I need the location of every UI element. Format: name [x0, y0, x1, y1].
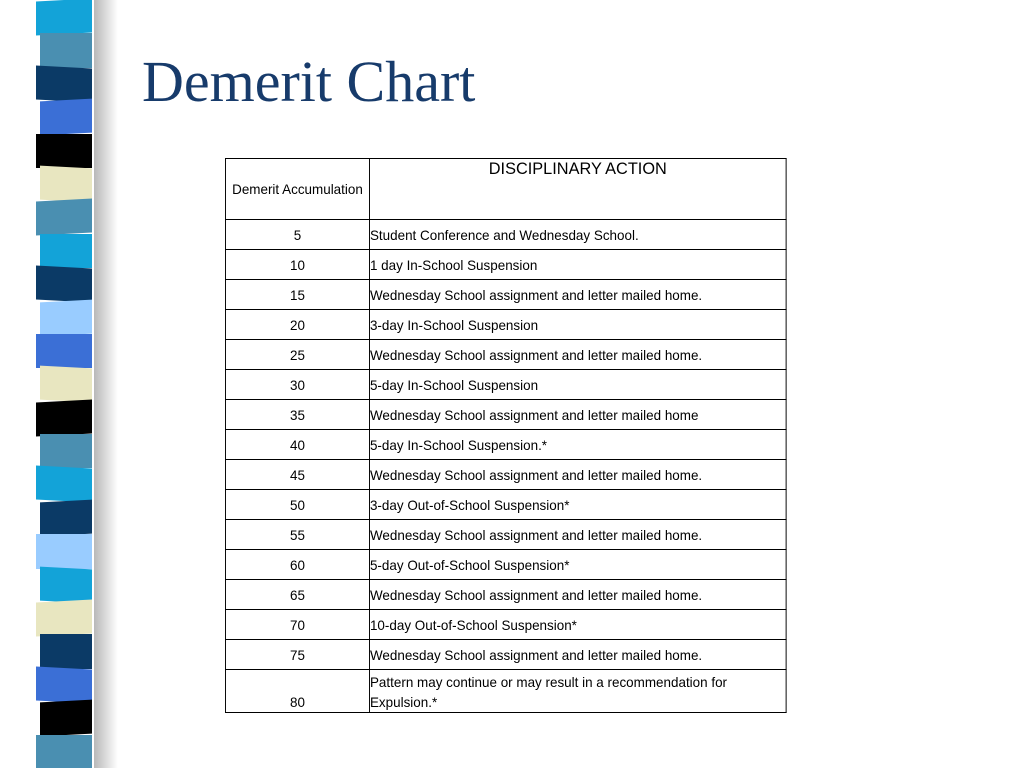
decorative-stripe	[0, 0, 120, 768]
disciplinary-action-cell: Pattern may continue or may result in a recommendation for Expulsion.*	[369, 670, 786, 713]
stripe-segment	[36, 199, 92, 236]
disciplinary-action-cell: Wednesday School assignment and letter mailed home	[369, 400, 786, 430]
stripe-segment	[40, 166, 92, 203]
disciplinary-action-cell: Wednesday School assignment and letter mailed home.	[369, 280, 786, 310]
table-row	[225, 400, 786, 430]
table-row	[225, 310, 786, 340]
demerit-points-cell: 15	[225, 280, 369, 310]
table-row	[225, 550, 786, 580]
stripe-segment	[40, 33, 92, 67]
disciplinary-action-cell: Student Conference and Wednesday School.	[369, 220, 786, 250]
disciplinary-action-cell: Wednesday School assignment and letter mailed home.	[369, 580, 786, 610]
stripe-segment	[36, 334, 92, 368]
table-row	[225, 250, 786, 280]
demerit-table	[225, 158, 787, 713]
stripe-segment	[40, 99, 92, 136]
disciplinary-action-cell: Wednesday School assignment and letter mailed home.	[369, 640, 786, 670]
stripe-segment	[36, 266, 92, 303]
table-row	[225, 220, 786, 250]
slide-title: Demerit Chart	[142, 49, 476, 114]
demerit-points-cell: 20	[225, 310, 369, 340]
table-row	[225, 640, 786, 670]
table-row	[225, 460, 786, 490]
demerit-points-cell: 25	[225, 340, 369, 370]
disciplinary-action-cell: 3-day Out-of-School Suspension*	[369, 490, 786, 520]
table-row	[225, 610, 786, 640]
stripe-segment	[36, 134, 92, 168]
table-body	[225, 220, 786, 713]
demerit-points-cell: 10	[225, 250, 369, 280]
stripe-segment	[36, 735, 92, 768]
stripe-segment	[36, 600, 92, 637]
disciplinary-action-cell: 3-day In-School Suspension	[369, 310, 786, 340]
table-row	[225, 670, 786, 713]
stripe-segment	[40, 499, 92, 536]
disciplinary-action-cell: Wednesday School assignment and letter mailed home.	[369, 340, 786, 370]
disciplinary-action-cell: Wednesday School assignment and letter mailed home.	[369, 460, 786, 490]
demerit-points-cell: 65	[225, 580, 369, 610]
table-row	[225, 340, 786, 370]
table-row	[225, 280, 786, 310]
stripe-segment	[36, 399, 92, 436]
demerit-points-cell: 45	[225, 460, 369, 490]
table-row	[225, 580, 786, 610]
disciplinary-action-cell: 10-day Out-of-School Suspension*	[369, 610, 786, 640]
disciplinary-action-cell: 5-day Out-of-School Suspension*	[369, 550, 786, 580]
stripe-segment	[40, 566, 92, 603]
demerit-points-cell: 70	[225, 610, 369, 640]
stripe-segment	[36, 65, 92, 102]
disciplinary-action-cell: 5-day In-School Suspension	[369, 370, 786, 400]
demerit-points-cell: 35	[225, 400, 369, 430]
disciplinary-action-cell: 1 day In-School Suspension	[369, 250, 786, 280]
demerit-points-cell: 80	[225, 670, 369, 713]
disciplinary-action-cell: 5-day In-School Suspension.*	[369, 430, 786, 460]
demerit-points-cell: 40	[225, 430, 369, 460]
stripe-segment	[40, 366, 92, 403]
stripe-segment	[40, 634, 92, 668]
table-row	[225, 520, 786, 550]
demerit-points-cell: 55	[225, 520, 369, 550]
table-row	[225, 430, 786, 460]
stripe-segment	[36, 466, 92, 503]
stripe-segment	[36, 0, 92, 36]
table-row	[225, 370, 786, 400]
table-header-row	[225, 159, 786, 220]
stripe-segment	[36, 534, 92, 568]
demerit-points-cell: 5	[225, 220, 369, 250]
stripe-segment	[40, 700, 92, 737]
stripe-segment	[40, 234, 92, 268]
demerit-points-cell: 75	[225, 640, 369, 670]
table-row	[225, 490, 786, 520]
demerit-points-cell: 30	[225, 370, 369, 400]
header-demerit-accumulation: Demerit Accumulation	[225, 159, 369, 220]
disciplinary-action-cell: Wednesday School assignment and letter mailed home.	[369, 520, 786, 550]
stripe-segment	[36, 666, 92, 703]
demerit-points-cell: 60	[225, 550, 369, 580]
stripe-segment	[40, 299, 92, 336]
header-disciplinary-action: DISCIPLINARY ACTION	[369, 159, 786, 220]
demerit-points-cell: 50	[225, 490, 369, 520]
stripe-segment	[40, 434, 92, 468]
